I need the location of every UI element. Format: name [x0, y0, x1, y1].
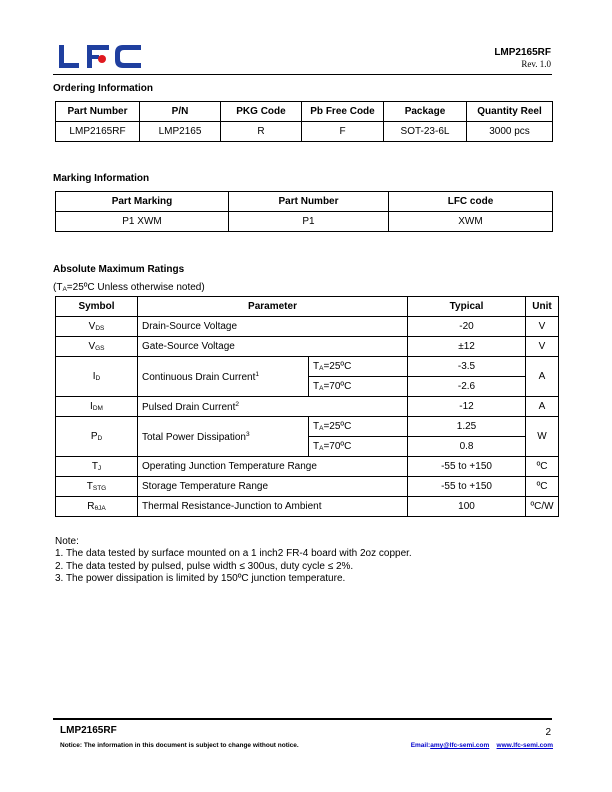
- typical-cell: -3.5: [408, 357, 526, 377]
- marking-table: [55, 191, 553, 232]
- table-row: [56, 497, 559, 517]
- parameter-cell: Gate-Source Voltage: [138, 337, 408, 357]
- unit-cell: W: [526, 417, 559, 457]
- parameter-cell: Operating Junction Temperature Range: [138, 457, 408, 477]
- logo-letter-c: [115, 45, 141, 68]
- header-part-number: LMP2165RF: [494, 47, 551, 58]
- email-label: Email:: [410, 742, 431, 749]
- symbol-cell: $T_{STG}$: [56, 477, 138, 497]
- unit-cell: ºC: [526, 457, 559, 477]
- logo-red-dot: [98, 55, 106, 63]
- ordering-cell: R: [221, 122, 302, 142]
- parameter-cell: Drain-Source Voltage: [138, 317, 408, 337]
- note-item: 1. The data tested by surface mounted on a 1 inch2 FR-4 board with 2oz copper.: [55, 548, 412, 560]
- table-row: [56, 417, 559, 437]
- symbol-cell: $I_D$: [56, 357, 138, 397]
- ordering-header-cell: Pb Free Code: [302, 102, 384, 122]
- ordering-cell: SOT-23-6L: [384, 122, 467, 142]
- ordering-header-cell: PKG Code: [221, 102, 302, 122]
- ratings-header-row: [56, 297, 559, 317]
- note-item: 3. The power dissipation is limited by 150ºC junction temperature.: [55, 572, 346, 584]
- parameter-cell: Thermal Resistance-Junction to Ambient: [138, 497, 408, 517]
- note-item: 2. The data tested by pulsed, pulse width ≤ 300us, duty cycle ≤ 2%.: [55, 560, 354, 572]
- table-row: [56, 212, 553, 232]
- ratings-condition: ($T_A=25ºC$ Unless otherwise noted): [53, 282, 205, 293]
- ratings-header-cell: Parameter: [138, 297, 408, 317]
- typical-cell: 1.25: [408, 417, 526, 437]
- symbol-cell: $P_D$: [56, 417, 138, 457]
- header-revision: Rev. 1.0: [521, 59, 551, 69]
- typical-cell: -12: [408, 397, 526, 417]
- marking-header-cell: Part Marking: [56, 192, 229, 212]
- footer-links: [411, 742, 553, 749]
- typical-cell: -2.6: [408, 377, 526, 397]
- symbol-cell: $I_{DM}$: [56, 397, 138, 417]
- lfc-logo: [57, 43, 143, 71]
- parameter-cell: Pulsed Drain Current$^2$: [138, 397, 408, 417]
- page-number: 2: [545, 727, 551, 738]
- marking-cell: XWM: [389, 212, 553, 232]
- unit-cell: V: [526, 337, 559, 357]
- unit-cell: V: [526, 317, 559, 337]
- ratings-header-cell: Symbol: [56, 297, 138, 317]
- ordering-header-cell: Part Number: [56, 102, 140, 122]
- table-row: [56, 397, 559, 417]
- condition-cell: $T_A=70ºC$: [309, 377, 408, 397]
- typical-cell: 0.8: [408, 437, 526, 457]
- notes: [55, 536, 412, 585]
- parameter-cell: Storage Temperature Range: [138, 477, 408, 497]
- marking-cell: P1: [229, 212, 389, 232]
- table-row: [56, 357, 559, 377]
- symbol-cell: $R_{\theta JA}$: [56, 497, 138, 517]
- typical-cell: ±12: [408, 337, 526, 357]
- table-row: [56, 122, 553, 142]
- marking-header-cell: Part Number: [229, 192, 389, 212]
- parameter-cell: Total Power Dissipation$^3$: [138, 417, 309, 457]
- table-row: [56, 477, 559, 497]
- symbol-cell: $V_{GS}$: [56, 337, 138, 357]
- typical-cell: -55 to +150: [408, 477, 526, 497]
- ordering-cell: LMP2165: [140, 122, 221, 142]
- unit-cell: ºC: [526, 477, 559, 497]
- footer-part-number: LMP2165RF: [60, 725, 117, 736]
- marking-header-cell: LFC code: [389, 192, 553, 212]
- email-link[interactable]: amy@lfc-semi.com: [430, 742, 490, 749]
- website-link[interactable]: www.lfc-semi.com: [496, 742, 553, 749]
- table-row: [56, 337, 559, 357]
- ordering-table: [55, 101, 553, 142]
- ordering-cell: 3000 pcs: [467, 122, 553, 142]
- unit-cell: A: [526, 397, 559, 417]
- header-divider: [53, 74, 552, 75]
- typical-cell: -55 to +150: [408, 457, 526, 477]
- ordering-header-cell: P/N: [140, 102, 221, 122]
- marking-cell: P1 XWM: [56, 212, 229, 232]
- symbol-cell: $T_J$: [56, 457, 138, 477]
- table-row: [56, 317, 559, 337]
- unit-cell: A: [526, 357, 559, 397]
- typical-cell: 100: [408, 497, 526, 517]
- ordering-title: Ordering Information: [53, 83, 153, 94]
- parameter-cell: Continuous Drain Current$^1$: [138, 357, 309, 397]
- condition-cell: $T_A=25ºC$: [309, 357, 408, 377]
- logo-letter-l: [59, 45, 79, 68]
- marking-header-row: [56, 192, 553, 212]
- unit-cell: ºC/W: [526, 497, 559, 517]
- ratings-header-cell: Unit: [526, 297, 559, 317]
- ordering-header-cell: Quantity Reel: [467, 102, 553, 122]
- ordering-header-row: [56, 102, 553, 122]
- ordering-cell: F: [302, 122, 384, 142]
- symbol-cell: $V_{DS}$: [56, 317, 138, 337]
- footer-notice: Notice: The information in this document is subject to change without notice.: [60, 742, 299, 749]
- ratings-table: [55, 296, 559, 517]
- notes-title: Note:: [55, 536, 79, 547]
- marking-title: Marking Information: [53, 173, 150, 184]
- typical-cell: -20: [408, 317, 526, 337]
- ordering-header-cell: Package: [384, 102, 467, 122]
- logo-letter-f: [87, 45, 109, 68]
- condition-cell: $T_A=70ºC$: [309, 437, 408, 457]
- ratings-title: Absolute Maximum Ratings: [53, 264, 185, 275]
- ordering-cell: LMP2165RF: [56, 122, 140, 142]
- ratings-header-cell: Typical: [408, 297, 526, 317]
- table-row: [56, 457, 559, 477]
- condition-cell: $T_A=25ºC$: [309, 417, 408, 437]
- footer-divider: [53, 718, 552, 720]
